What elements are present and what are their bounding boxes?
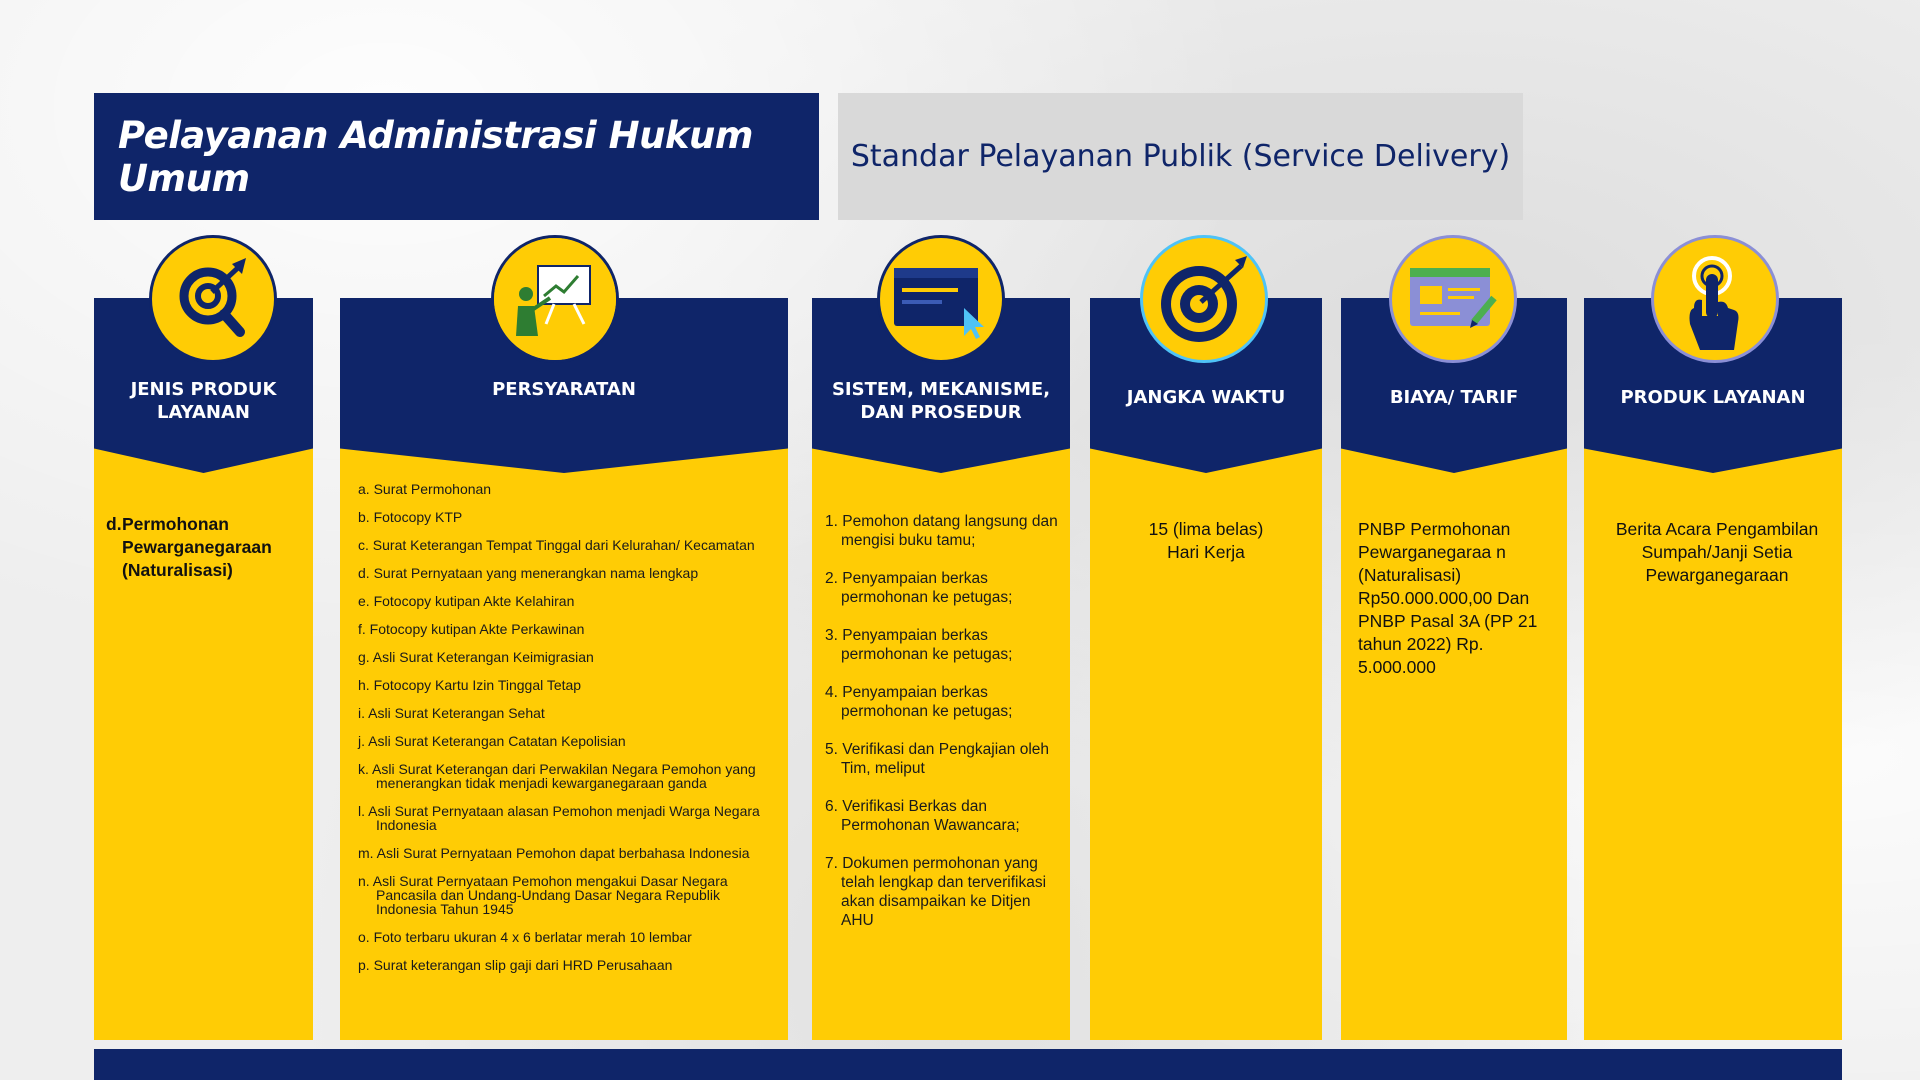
- list-item: b. Fotocopy KTP: [358, 509, 463, 525]
- magnifier-arrow-icon: [149, 235, 277, 363]
- touch-hand-icon: [1651, 235, 1779, 363]
- list-item: 4. Penyampaian berkas permohonan ke petugas;: [825, 684, 1013, 720]
- column-jangka-waktu: [1090, 298, 1322, 1040]
- list-item: n. Asli Surat Pernyataan Pemohon mengakui Dasar Negara Pancasila dan Undang-Undang Dasar Negara Republik Indonesia Tahun 1945: [358, 873, 728, 917]
- list-item: l. Asli Surat Pernyataan alasan Pemohon menjadi Warga Negara Indonesia: [358, 803, 760, 833]
- list-item: 2. Penyampaian berkas permohonan ke petugas;: [825, 570, 1013, 606]
- list-item: c. Surat Keterangan Tempat Tinggal dari Kelurahan/ Kecamatan: [358, 537, 755, 553]
- content-prefix: d.: [106, 514, 122, 534]
- product-text: Berita Acara Pengambilan Sumpah/Janji Setia Pewarganegaraan: [1615, 519, 1819, 585]
- column-label: JENIS PRODUK LAYANAN: [130, 379, 277, 423]
- page-subtitle: Standar Pelayanan Publik (Service Delivery): [850, 139, 1511, 174]
- list-item: f. Fotocopy kutipan Akte Perkawinan: [358, 621, 585, 637]
- web-edit-icon: [1389, 235, 1517, 363]
- presentation-board-icon: [491, 235, 619, 363]
- column-label: [812, 378, 1070, 424]
- list-item: 3. Penyampaian berkas permohonan ke petugas;: [825, 627, 1013, 663]
- target-arrow-icon: [1140, 235, 1268, 363]
- list-item: 6. Verifikasi Berkas dan Permohonan Wawancara;: [825, 798, 1020, 834]
- column-label: PRODUK LAYANAN: [1620, 387, 1806, 408]
- time-unit: Hari Kerja: [1167, 542, 1245, 562]
- list-item: e. Fotocopy kutipan Akte Kelahiran: [358, 593, 575, 609]
- time-value: 15 (lima belas): [1148, 519, 1264, 539]
- list-item: 7. Dokumen permohonan yang telah lengkap dan terverifikasi akan disampaikan ke Ditjen AHU: [825, 855, 1047, 929]
- subtitle-banner: [838, 93, 1523, 220]
- footer-bar: [94, 1049, 1842, 1080]
- jenis-produk-text: Permohonan Pewarganegaraan (Naturalisasi): [122, 514, 272, 580]
- list-item: g. Asli Surat Keterangan Keimigrasian: [358, 649, 594, 665]
- column-label: BIAYA/ TARIF: [1389, 387, 1519, 408]
- column-content: [1090, 518, 1322, 564]
- list-item: a. Surat Permohonan: [358, 481, 492, 497]
- page-title: Pelayanan Administrasi Hukum Umum: [118, 113, 753, 200]
- list-item: h. Fotocopy Kartu Izin Tinggal Tetap: [358, 677, 582, 693]
- column-label-line: SISTEM, MEKANISME,: [831, 379, 1051, 400]
- column-content: [106, 513, 306, 582]
- list-item: k. Asli Surat Keterangan dari Perwakilan Negara Pemohon yang menerangkan tidak menjadi kewarganegaraan ganda: [358, 761, 756, 791]
- column-label-line: DAN PROSEDUR: [860, 402, 1022, 423]
- list-item: 5. Verifikasi dan Pengkajian oleh Tim, meliput: [825, 741, 1050, 777]
- list-item: 1. Pemohon datang langsung dan mengisi buku tamu;: [825, 513, 1058, 549]
- column-produk-layanan: [1584, 298, 1842, 1040]
- list-item: m. Asli Surat Pernyataan Pemohon dapat berbahasa Indonesia: [358, 845, 750, 861]
- list-item: i. Asli Surat Keterangan Sehat: [358, 705, 545, 721]
- procedure-list: [825, 512, 1065, 930]
- list-item: d. Surat Pernyataan yang menerangkan nama lengkap: [358, 565, 699, 581]
- column-jenis-produk: [94, 298, 313, 1040]
- column-label: JANGKA WAKTU: [1126, 387, 1286, 408]
- requirements-list-container: [358, 482, 783, 986]
- list-item: j. Asli Surat Keterangan Catatan Kepolisian: [358, 733, 626, 749]
- column-sistem: [812, 298, 1070, 1040]
- column-biaya: [1341, 298, 1567, 1040]
- column-label: PERSYARATAN: [492, 379, 636, 400]
- browser-click-icon: [877, 235, 1005, 363]
- title-banner: [94, 93, 819, 220]
- list-item: p. Surat keterangan slip gaji dari HRD Perusahaan: [358, 957, 673, 973]
- list-item: o. Foto terbaru ukuran 4 x 6 berlatar merah 10 lembar: [358, 929, 692, 945]
- procedure-list-container: [825, 512, 1065, 949]
- column-persyaratan: [340, 298, 788, 1040]
- fee-text: PNBP Permohonan Pewarganegaraa n (Naturalisasi) Rp50.000.000,00 Dan PNBP Pasal 3A (PP 21 tahun 2022) Rp. 5.000.000: [1358, 519, 1538, 677]
- requirements-list: [358, 482, 783, 972]
